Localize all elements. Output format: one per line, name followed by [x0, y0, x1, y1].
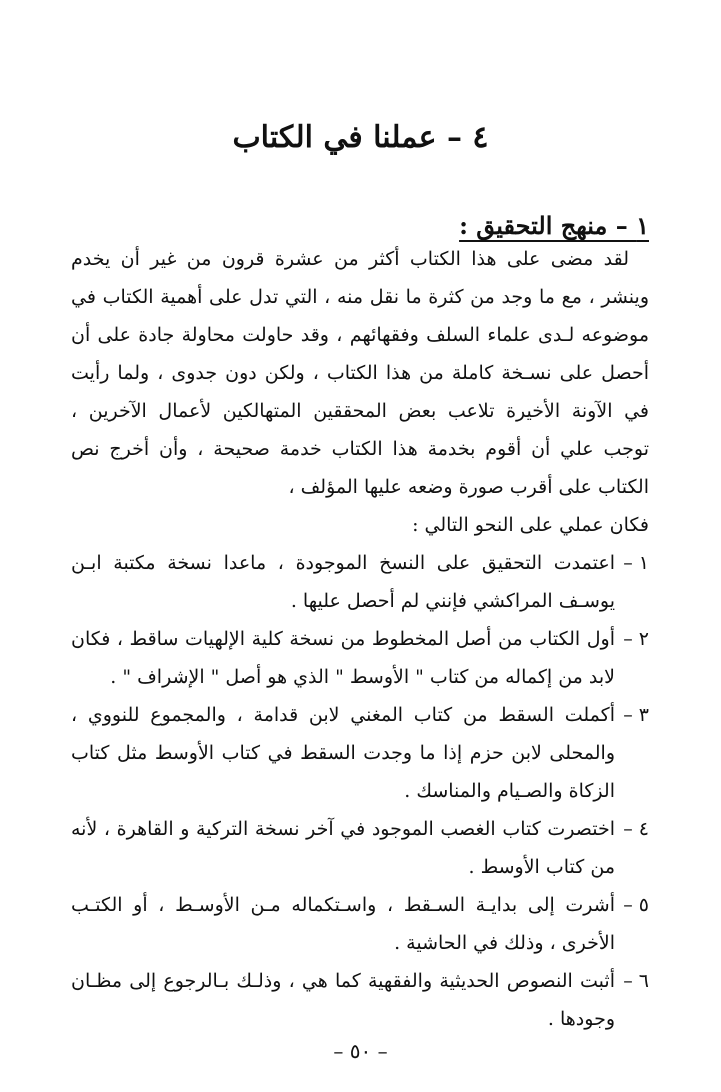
item-text: اعتمدت التحقيق على النسخ الموجودة ، ماعدا نسخة مكتبة ابـن يوسـف المراكشي فإنني لم أحصل عليها .: [71, 552, 615, 612]
list-item: [71, 810, 649, 886]
body-text: [71, 240, 649, 1038]
item-number: ٦ –: [623, 970, 649, 992]
item-number: ٣ –: [623, 704, 649, 726]
item-number: ٥ –: [623, 894, 649, 916]
lead-in: فكان عملي على النحو التالي :: [412, 514, 649, 536]
item-text: أول الكتاب من أصل المخطوط من نسخة كلية الإلهيات ساقط ، فكان لابد من إكماله من كتاب " الأوسط " الذي هو أصل " الإشراف " .: [71, 628, 615, 688]
list-item: [71, 886, 649, 962]
item-number: ٢ –: [623, 628, 649, 650]
intro-paragraph: لقد مضى على هذا الكتاب أكثر من عشرة قرون من غير أن يخدم وينشر ، مع ما وجد من كثرة ما نقل منه ، التي تدل على أهمية الكتاب في موضوعه لـدى علماء السلف وفقهائهم ، وقد حاولت محاولة جادة على أن أحصل على نسـخة كاملة من هذا الكتاب ، ولكن دون جدوى ، ولما رأيت في الآونة الأخيرة تلاعب بعض المحققين المتهالكين لأعمال الآخرين ، توجب علي أن أقوم بخدمة هذا الكتاب خدمة صحيحة ، وأن أخرج نص الكتاب على أقرب صورة وضعه عليها المؤلف ،: [71, 248, 649, 498]
page-title: ٤ – عملنا في الكتاب: [232, 120, 489, 156]
list-item: [71, 962, 649, 1038]
item-text: اختصرت كتاب الغصب الموجود في آخر نسخة التركية و القاهرة ، لأنه من كتاب الأوسط .: [71, 818, 615, 878]
list-item: [71, 696, 649, 810]
method-list: [71, 544, 649, 1038]
list-item: [71, 620, 649, 696]
list-item: [71, 544, 649, 620]
section-heading: ١ – منهج التحقيق :: [459, 210, 649, 240]
item-text: أكملت السقط من كتاب المغني لابن قدامة ، والمجموع للنووي ، والمحلى لابن حزم إذا ما وجدت السقط في كتاب الأوسط مثل كتاب الزكاة والصـيام والمناسك .: [71, 704, 615, 802]
item-text: أثبت النصوص الحديثية والفقهية كما هي ، وذلـك بـالرجوع إلى مظـان وجودها .: [71, 970, 615, 1030]
page-number: – ٥٠ –: [333, 1039, 388, 1063]
item-text: أشرت إلى بدايـة السـقط ، واسـتكماله مـن الأوسـط ، أو الكتـب الأخرى ، وذلك في الحاشية .: [71, 894, 615, 954]
item-number: ١ –: [623, 552, 649, 574]
item-number: ٤ –: [623, 818, 649, 840]
